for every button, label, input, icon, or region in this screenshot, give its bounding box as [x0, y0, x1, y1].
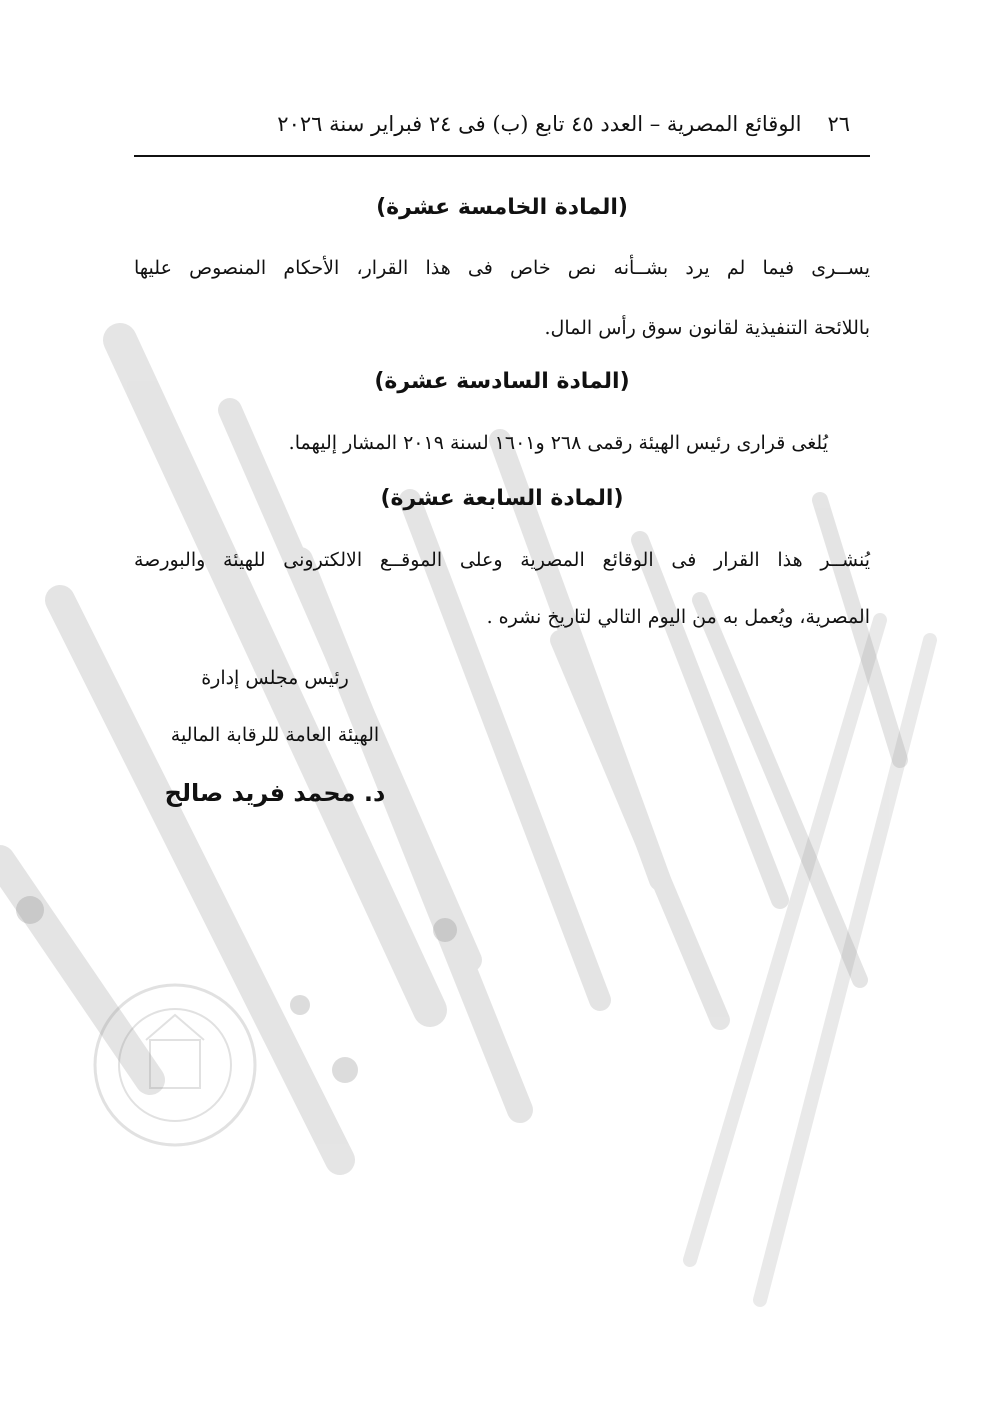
- watermark-stroke: [760, 640, 930, 1300]
- article-17-line-2: المصرية، ويُعمل به من اليوم التالي لتاريخ نشره .: [486, 606, 870, 628]
- watermark-stroke: [640, 540, 780, 900]
- watermark-stroke: [0, 860, 150, 1080]
- article-15-line-2: باللائحة التنفيذية لقانون سوق رأس المال.: [544, 317, 870, 339]
- article-16-heading: (المادة السادسة عشرة): [374, 369, 630, 394]
- signature-title-line-1: رئيس مجلس إدارة: [201, 667, 349, 689]
- article-15-line-1: يســرى فيما لم يرد بشــأنه نص خاص فى هذا القرار، الأحكام المنصوص عليها: [134, 257, 870, 279]
- article-15-heading: (المادة الخامسة عشرة): [376, 195, 628, 220]
- page-number: ٢٦: [827, 112, 850, 136]
- watermark-stroke: [560, 640, 720, 1020]
- watermark-dot: [16, 896, 44, 924]
- watermark-stroke: [700, 600, 860, 980]
- watermark-dot: [433, 918, 457, 942]
- article-17-heading: (المادة السابعة عشرة): [380, 486, 624, 511]
- seal-building-roof: [146, 1015, 204, 1040]
- page-header: [134, 112, 850, 148]
- watermark-stroke: [690, 620, 880, 1260]
- watermark-dot: [332, 1057, 358, 1083]
- header-rule: [134, 155, 870, 157]
- seal-outer: [95, 985, 255, 1145]
- watermark-dot: [290, 995, 310, 1015]
- header-title: الوقائع المصرية – العدد ٤٥ تابع (ب) فى ٢٤ فبراير سنة ٢٠٢٦: [277, 112, 802, 136]
- article-17-line-1: يُنشــر هذا القرار فى الوقائع المصرية وعلى الموقــع الالكترونى للهيئة والبورصة: [134, 549, 870, 571]
- article-16-line-1: يُلغى قرارى رئيس الهيئة رقمى ٢٦٨ و١٦٠١ لسنة ٢٠١٩ المشار إليهما.: [288, 432, 828, 454]
- watermark-stroke: [300, 560, 520, 1110]
- signature-title-line-2: الهيئة العامة للرقابة المالية: [170, 724, 380, 746]
- seal-building: [150, 1040, 200, 1088]
- seal-inner: [119, 1009, 231, 1121]
- watermark-stroke: [410, 500, 600, 1000]
- signature-name: د. محمد فريد صالح: [164, 779, 386, 807]
